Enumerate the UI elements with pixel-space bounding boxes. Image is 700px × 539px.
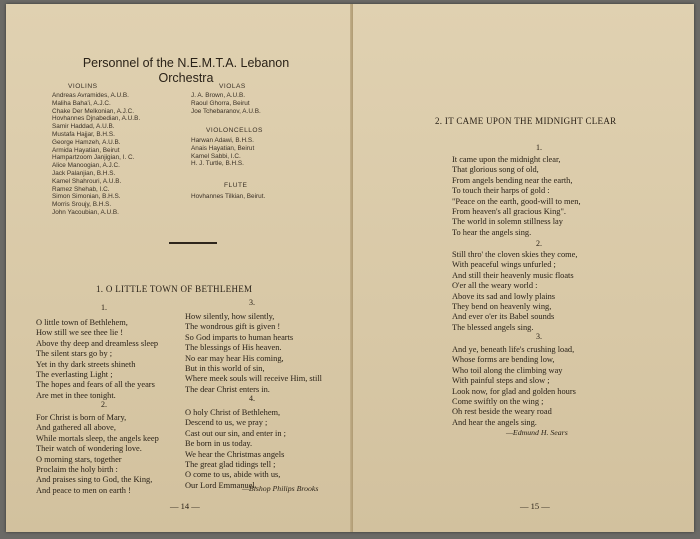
- text-line: The blessed angels sing.: [452, 322, 534, 332]
- song1-title: 1. O LITTLE TOWN OF BETHLEHEM: [96, 284, 253, 294]
- violoncellos-list: [191, 137, 254, 168]
- text-line: No ear may hear His coming,: [185, 353, 284, 363]
- text-line: And peace to men on earth !: [36, 485, 131, 495]
- text-line: Ramez Shehab, I.C.: [52, 185, 110, 193]
- text-line: Maliha Baha'i, A.J.C.: [52, 99, 111, 107]
- text-line: And still their heavenly music floats: [452, 270, 574, 280]
- song2-verse3: [452, 345, 576, 428]
- right-page: [353, 4, 694, 532]
- text-line: Morris Sroujy, B.H.S.: [52, 201, 112, 209]
- text-line: Their watch of wondering love.: [36, 444, 142, 454]
- text-line: Proclaim the holy birth :: [36, 465, 118, 475]
- text-line: Come swiftly on the wing ;: [452, 397, 544, 407]
- text-line: O holy Christ of Bethlehem,: [185, 408, 281, 417]
- song1-attribution: —Bishop Philips Brooks: [242, 484, 319, 493]
- text-line: The silent stars go by ;: [36, 349, 113, 359]
- text-line: Yet in thy dark streets shineth: [36, 359, 136, 369]
- text-line: Simon Simonian, B.H.S.: [52, 193, 121, 201]
- text-line: The hopes and fears of all the years: [36, 380, 155, 390]
- text-line: John Yacoubian, A.U.B.: [52, 208, 119, 216]
- text-line: The world in solemn stillness lay: [452, 217, 563, 227]
- text-line: But in this world of sin,: [185, 364, 265, 374]
- text-line: Descend to us, we pray ;: [185, 418, 268, 428]
- text-line: "Peace on the earth, good-will to men,: [452, 196, 581, 206]
- text-line: O'er all the weary world :: [452, 281, 538, 291]
- text-line: And gathered all above,: [36, 423, 116, 433]
- text-line: O come to us, abide with us,: [185, 470, 281, 480]
- text-line: From heaven's all gracious King".: [452, 207, 567, 217]
- text-line: Look now, for glad and golden hours: [452, 386, 576, 396]
- text-line: So God imparts to human hearts: [185, 332, 294, 342]
- text-line: Anais Hayatian, Beirut: [191, 144, 255, 152]
- text-line: Hovhannes Djnabedian, A.U.B.: [52, 115, 141, 123]
- text-line: For Christ is born of Mary,: [36, 413, 127, 422]
- song1-verse4-number: 4.: [249, 394, 255, 403]
- text-line: Harwan Adawi, B.H.S.: [191, 137, 254, 144]
- orchestra-title-line1: Personnel of the N.E.M.T.A. Lebanon: [82, 56, 290, 70]
- text-line: The great glad tidings tell ;: [185, 460, 276, 470]
- text-line: How silently, how silently,: [185, 312, 275, 321]
- song2-attribution: —Edmund H. Sears: [506, 428, 568, 437]
- text-line: H. J. Turtle, B.H.S.: [191, 160, 244, 168]
- text-line: Cast out our sin, and enter in ;: [185, 428, 286, 438]
- text-line: Hampartzoom Janjigian, I. C.: [52, 154, 135, 162]
- text-line: Still thro' the cloven skies they come,: [452, 250, 578, 259]
- left-page: [6, 4, 352, 532]
- text-line: Joe Tchebaranov, A.U.B.: [191, 107, 261, 115]
- song2-verse1-number: 1.: [536, 143, 542, 152]
- text-line: To hear the angels sing.: [452, 227, 532, 237]
- text-line: The everlasting Light ;: [36, 370, 113, 380]
- text-line: Andreas Avramides, A.U.B.: [52, 92, 129, 99]
- text-line: That glorious song of old,: [452, 165, 539, 175]
- song2-verse3-number: 3.: [536, 332, 542, 341]
- section-divider: [169, 242, 217, 244]
- text-line: With peaceful wings unfurled ;: [452, 260, 556, 270]
- page-number-14: — 14 —: [170, 501, 200, 511]
- text-line: We hear the Christmas angels: [185, 449, 285, 459]
- song2-verse2-number: 2.: [536, 239, 542, 248]
- booklet-spread: [6, 4, 694, 532]
- song1-verse2: [36, 413, 159, 496]
- text-line: George Hamzeh, A.U.B.: [52, 138, 121, 146]
- text-line: Where meek souls will receive Him, still: [185, 374, 322, 384]
- song2-verse2: [452, 250, 577, 333]
- text-line: And hear the angels sing.: [452, 417, 537, 427]
- text-line: With painful steps and slow ;: [452, 376, 550, 386]
- text-line: It came upon the midnight clear,: [452, 155, 561, 164]
- text-line: How still we see thee lie !: [36, 328, 123, 338]
- text-line: Above thy deep and dreamless sleep: [36, 338, 159, 348]
- text-line: The blessings of His heaven.: [185, 343, 282, 353]
- text-line: The wondrous gift is given !: [185, 322, 281, 332]
- text-line: Raoul Ghorra, Beirut: [191, 99, 250, 107]
- text-line: J. A. Brown, A.U.B.: [191, 92, 245, 99]
- text-line: O little town of Bethlehem,: [36, 318, 128, 327]
- text-line: Above its sad and lowly plains: [452, 291, 556, 301]
- text-line: While mortals sleep, the angels keep: [36, 433, 159, 443]
- text-line: They bend on heavenly wing,: [452, 302, 552, 312]
- text-line: Mustafa Hajjar, B.H.S.: [52, 130, 115, 138]
- flute-heading: FLUTE: [224, 182, 248, 189]
- text-line: From angels bending near the earth,: [452, 175, 573, 185]
- text-line: Jack Palanjian, B.H.S.: [52, 169, 116, 177]
- flute-list: [191, 193, 265, 201]
- text-line: The dear Christ enters in.: [185, 384, 270, 394]
- text-line: Kamel Shahrouri, A.U.B.: [52, 177, 122, 185]
- song1-verse1: [36, 318, 158, 401]
- song1-verse1-number: 1.: [101, 303, 107, 312]
- text-line: Armida Hayatian, Beirut: [52, 146, 120, 154]
- song1-verse3: [185, 312, 322, 395]
- text-line: O morning stars, together: [36, 454, 122, 464]
- text-line: Alice Manoogian, A.J.C.: [52, 162, 120, 170]
- text-line: Kamel Sabbi, I.C.: [191, 152, 241, 160]
- text-line: Be born in us today.: [185, 439, 253, 449]
- song2-title: 2. IT CAME UPON THE MIDNIGHT CLEAR: [435, 116, 617, 126]
- song2-verse1: [452, 155, 581, 238]
- text-line: And ever o'er its Babel sounds: [452, 312, 555, 322]
- song1-verse2-number: 2.: [101, 400, 107, 409]
- text-line: Oh rest beside the weary road: [452, 407, 552, 417]
- orchestra-title-line2: Orchestra: [158, 71, 214, 85]
- text-line: Hovhannes Tilkian, Beirut.: [191, 193, 266, 200]
- text-line: Are met in thee tonight.: [36, 390, 116, 400]
- violas-heading: VIOLAS: [219, 83, 246, 90]
- violoncellos-heading: VIOLONCELLOS: [206, 127, 263, 134]
- song1-verse3-number: 3.: [249, 298, 255, 307]
- violas-list: [191, 92, 261, 115]
- text-line: And praises sing to God, the King,: [36, 475, 153, 485]
- text-line: Who toil along the climbing way: [452, 365, 563, 375]
- text-line: And ye, beneath life's crushing load,: [452, 345, 575, 354]
- song1-verse4: [185, 408, 286, 491]
- text-line: To touch their harps of gold :: [452, 186, 550, 196]
- text-line: Whose forms are bending low,: [452, 355, 555, 365]
- text-line: Our Lord Emmanuel.: [185, 480, 257, 490]
- page-number-15: — 15 —: [520, 501, 550, 511]
- violins-heading: VIOLINS: [68, 83, 98, 90]
- orchestra-title: [66, 56, 306, 86]
- violins-list: [52, 92, 140, 217]
- text-line: Samir Haddad, A.U.B.: [52, 123, 115, 131]
- text-line: Chake Der Melkonian, A.J.C.: [52, 107, 135, 115]
